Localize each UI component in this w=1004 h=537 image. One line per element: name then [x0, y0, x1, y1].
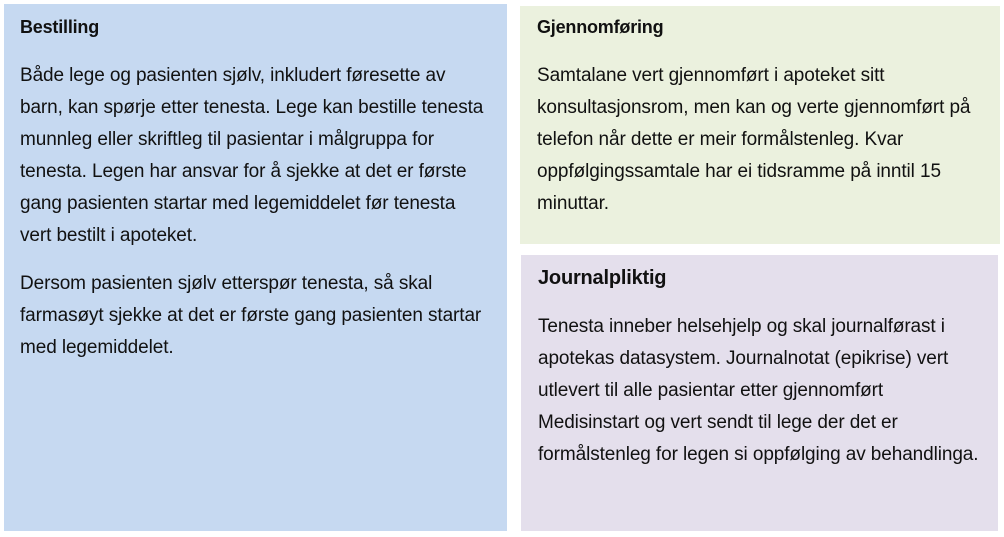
journalpliktig-title: Journalpliktig — [538, 267, 667, 289]
bestilling-paragraph-2: Dersom pasienten sjølv etterspør tenesta, så skal farmasøyt sjekke at det er første gang pasienten startar med legemiddelet. — [20, 272, 482, 358]
bestilling-paragraph-1: Både lege og pasienten sjølv, inkludert føresette av barn, kan spørje etter tenesta. Lege kan bestille tenesta munnleg eller skriftleg til pasientar i målgruppa for tenesta. Legen har ansvar for å sjekke at det er første gang pasienten startar med legemiddelet før tenesta vert bestilt i apoteket. — [20, 64, 484, 246]
journalpliktig-paragraph-1: Tenesta inneber helsehjelp og skal journalførast i apotekas datasystem. Journalnotat (epikrise) vert utlevert til alle pasientar etter gjennomført Medisinstart og vert sendt til lege der det er formålstenleg for legen si oppfølging av behandlinga. — [538, 316, 979, 465]
bestilling-title: Bestilling — [20, 17, 100, 37]
bestilling-panel — [4, 4, 507, 531]
gjennomforing-title: Gjennomføring — [537, 17, 664, 37]
gjennomforing-panel — [520, 6, 1000, 244]
gjennomforing-paragraph-1: Samtalane vert gjennomført i apoteket sitt konsultasjonsrom, men kan og verte gjennomført på telefon når dette er meir formålstenleg. Kvar oppfølgingssamtale har ei tidsramme på inntil 15 minuttar. — [537, 64, 971, 214]
journalpliktig-panel — [521, 255, 998, 531]
